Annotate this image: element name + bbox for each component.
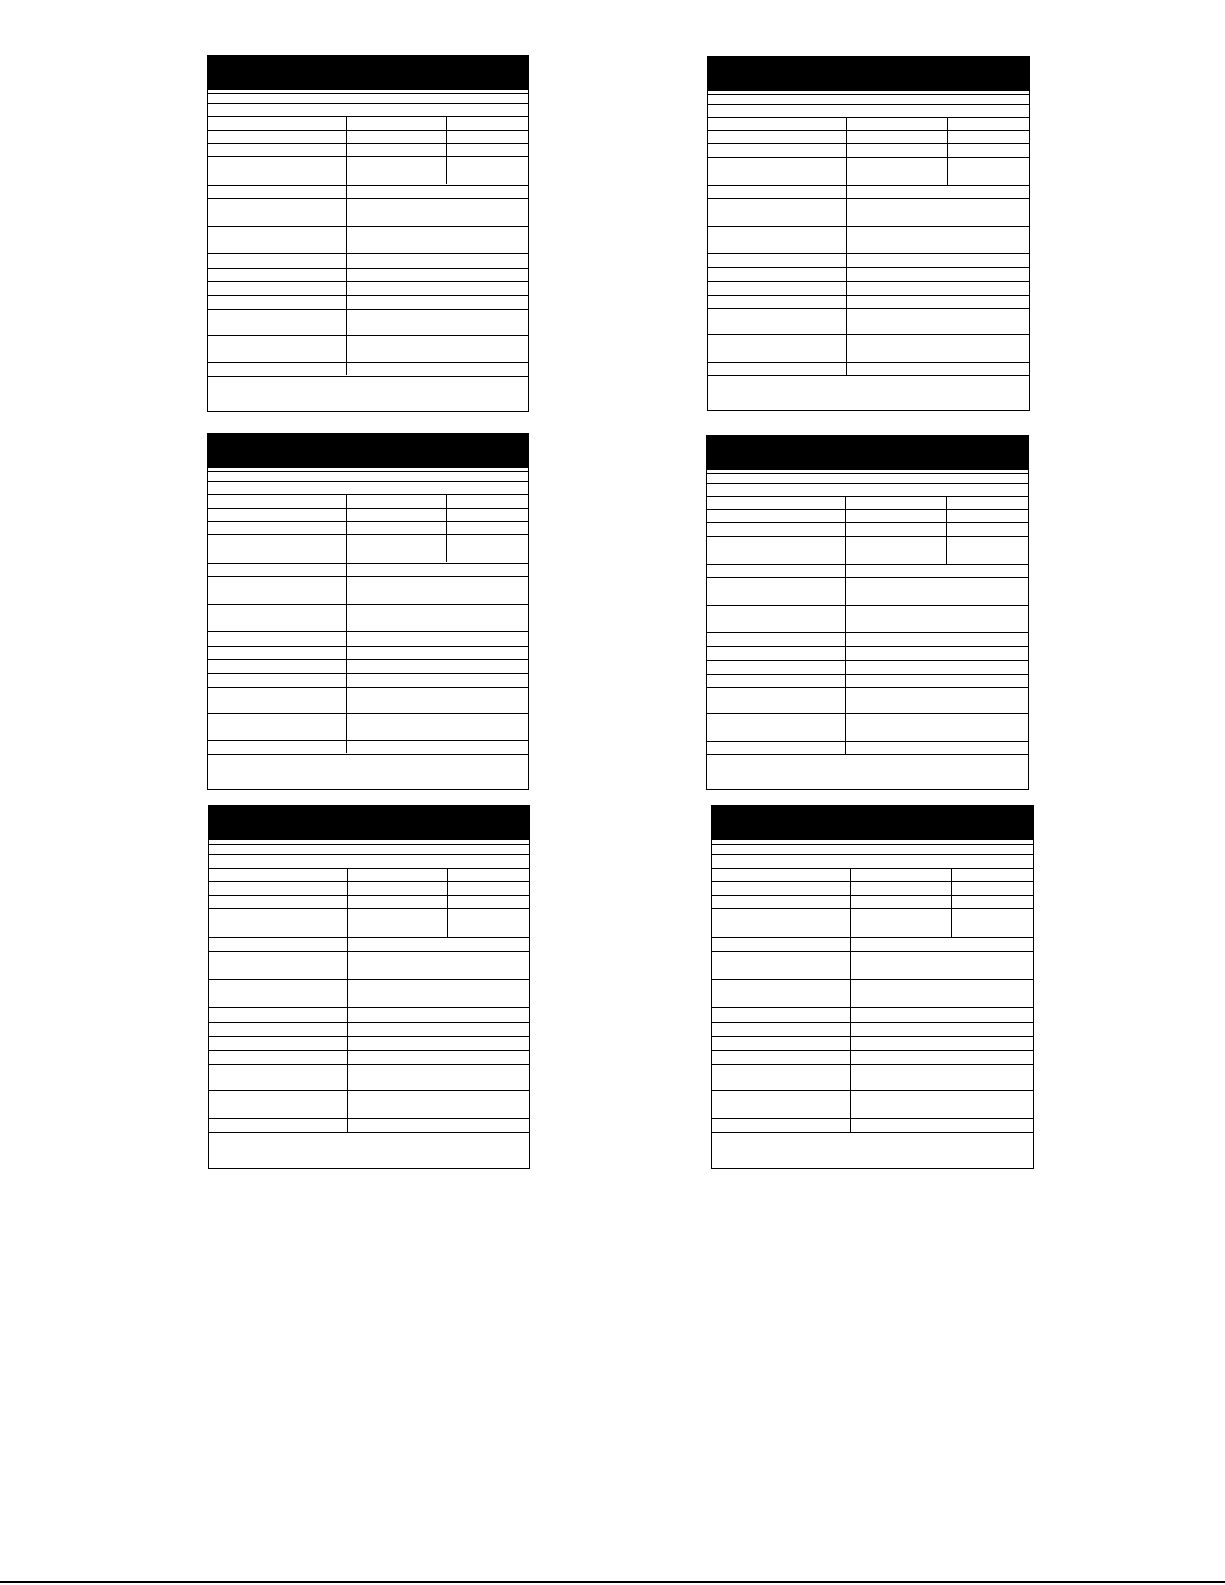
row-rule [209,1022,529,1023]
row-rule [208,521,528,522]
row-rule [708,94,1029,95]
row-rule [208,335,528,336]
row-rule [208,253,528,254]
column-rule [947,117,948,185]
row-rule [712,1132,1033,1133]
row-rule [708,308,1029,309]
column-rule [346,494,347,753]
card-header-bar [707,56,1030,91]
row-rule [209,1036,529,1037]
row-rule [707,660,1028,661]
row-rule [708,267,1029,268]
row-rule [208,185,528,186]
page-bottom-rule [0,1581,1225,1583]
row-rule [209,1064,529,1065]
row-rule [708,143,1029,144]
column-rule [951,868,952,938]
row-rule [209,895,529,896]
row-rule [707,536,1028,537]
form-card [207,433,529,790]
row-rule [209,1118,529,1119]
row-rule [209,951,529,952]
row-rule [708,253,1029,254]
row-rule [208,198,528,199]
row-rule [208,268,528,269]
row-rule [208,673,528,674]
row-rule [208,508,528,509]
form-card [706,435,1029,790]
row-rule [209,881,529,882]
row-rule [208,103,528,104]
row-rule [208,604,528,605]
column-rule [447,868,448,938]
row-rule [209,1132,529,1133]
row-rule [707,687,1028,688]
row-rule [712,1118,1033,1119]
card-header-bar [207,55,529,90]
column-rule [846,117,847,375]
row-rule [708,295,1029,296]
row-rule [708,362,1029,363]
row-rule [707,713,1028,714]
row-rule [712,854,1033,855]
row-rule [712,908,1033,909]
row-rule [208,309,528,310]
row-rule [712,1022,1033,1023]
row-rule [209,937,529,938]
column-rule [446,116,447,184]
row-rule [708,375,1029,376]
row-rule [707,754,1028,755]
card-header-bar [208,805,530,840]
row-rule [209,1007,529,1008]
row-rule [712,1050,1033,1051]
row-rule [707,646,1028,647]
card-header-bar [207,433,529,468]
column-rule [850,868,851,1132]
column-rule [346,116,347,375]
row-rule [712,1007,1033,1008]
row-rule [712,868,1033,869]
row-rule [712,979,1033,980]
row-rule [708,281,1029,282]
row-rule [707,496,1028,497]
row-rule [707,674,1028,675]
row-rule [209,1050,529,1051]
row-rule [209,908,529,909]
row-rule [707,522,1028,523]
row-rule [208,754,528,755]
row-rule [208,494,528,495]
row-rule [707,473,1028,474]
row-rule [712,895,1033,896]
row-rule [208,646,528,647]
card-header-bar [706,435,1029,470]
row-rule [209,979,529,980]
card-header-bar [711,805,1034,840]
row-rule [208,740,528,741]
row-rule [208,362,528,363]
row-rule [208,659,528,660]
row-rule [209,854,529,855]
row-rule [208,281,528,282]
row-rule [707,577,1028,578]
row-rule [208,471,528,472]
row-rule [208,156,528,157]
row-rule [712,1090,1033,1091]
row-rule [707,632,1028,633]
row-rule [208,143,528,144]
row-rule [707,509,1028,510]
row-rule [708,226,1029,227]
row-rule [208,116,528,117]
row-rule [209,868,529,869]
row-rule [208,481,528,482]
row-rule [208,687,528,688]
row-rule [708,198,1029,199]
row-rule [209,1090,529,1091]
form-card [711,805,1034,1169]
row-rule [712,937,1033,938]
row-rule [712,844,1033,845]
form-card [208,805,530,1169]
column-rule [845,496,846,754]
row-rule [208,713,528,714]
row-rule [712,1036,1033,1037]
row-rule [708,130,1029,131]
row-rule [712,881,1033,882]
row-rule [208,563,528,564]
row-rule [707,741,1028,742]
column-rule [946,496,947,564]
row-rule [208,376,528,377]
row-rule [208,576,528,577]
row-rule [708,334,1029,335]
column-rule [446,494,447,562]
row-rule [208,534,528,535]
form-card [207,55,529,412]
row-rule [208,631,528,632]
row-rule [707,605,1028,606]
column-rule [347,868,348,1132]
row-rule [708,117,1029,118]
row-rule [209,844,529,845]
row-rule [208,130,528,131]
row-rule [707,564,1028,565]
row-rule [208,226,528,227]
row-rule [708,157,1029,158]
row-rule [708,104,1029,105]
row-rule [712,1064,1033,1065]
form-card [707,56,1030,411]
row-rule [208,295,528,296]
row-rule [708,185,1029,186]
row-rule [712,951,1033,952]
row-rule [707,483,1028,484]
row-rule [208,93,528,94]
